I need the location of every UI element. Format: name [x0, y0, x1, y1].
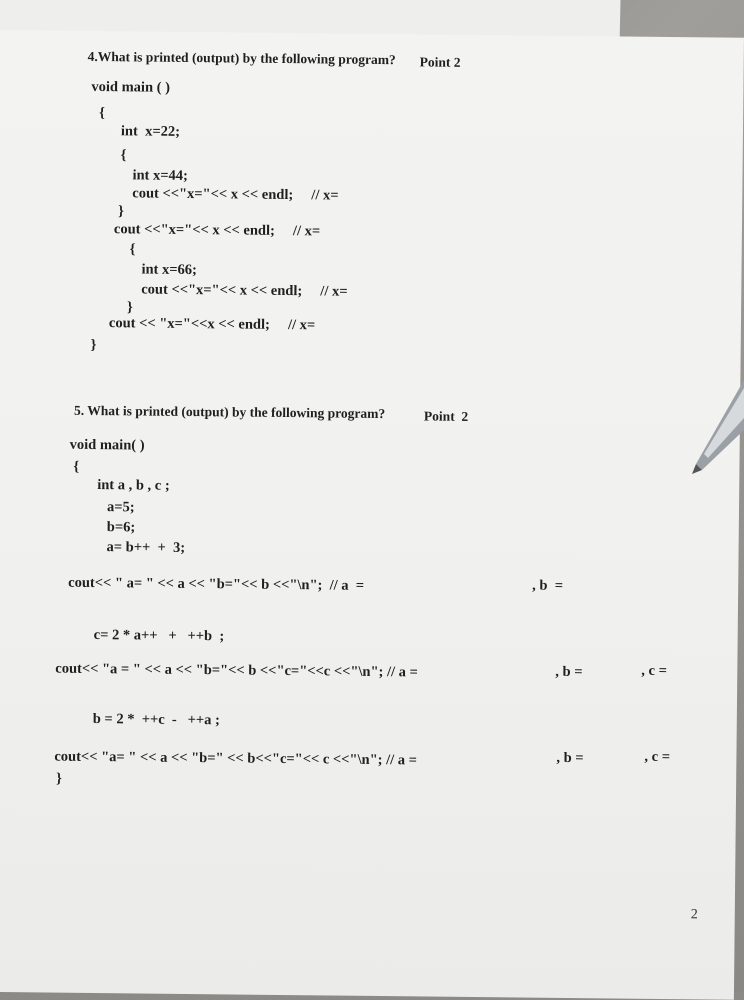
q5-code-line: b = 2 * ++c - ++a ;: [92, 711, 220, 729]
q5-answer-blank: , b =: [555, 663, 583, 681]
q5-code-line: void main( ): [69, 436, 145, 454]
page-number: 2: [690, 907, 698, 923]
q5-code-line: cout<< " a= " << a << "b="<< b <<"\n"; // a =: [68, 574, 365, 594]
q5-question: 5. What is printed (output) by the following program?: [73, 402, 386, 422]
q4-code-line: cout <<"x="<< x << endl; // x=: [113, 221, 321, 240]
q4-code-line: cout <<"x="<< x << endl; // x=: [141, 281, 348, 300]
pen-icon: [684, 360, 744, 480]
q4-code-line: int x=66;: [141, 261, 197, 279]
q5-answer-blank: , c =: [644, 748, 671, 766]
q4-code-line: {: [129, 241, 136, 258]
q4-code-line: cout <<"x="<< x << endl; // x=: [132, 185, 339, 204]
q4-code-line: }: [90, 336, 97, 354]
q5-code-line: a= b++ + 3;: [106, 539, 186, 556]
exam-page: [0, 30, 744, 1000]
q5-answer-blank: , c =: [641, 662, 667, 680]
q4-code-line: void main ( ): [91, 78, 171, 96]
q5-points: Point 2: [423, 408, 469, 424]
q4-code-line: cout << "x="<<x << endl; // x=: [108, 315, 316, 334]
q5-code-line: cout<< "a = " << a << "b="<< b <<"c="<<c <<"\n"; // a =: [55, 660, 418, 681]
q5-code-line: int a , b , c ;: [97, 477, 170, 494]
q5-code-line: c= 2 * a++ + ++b ;: [93, 627, 225, 645]
q5-code-line: b=6;: [106, 519, 136, 536]
q4-code-line: }: [118, 203, 124, 220]
q4-code-line: {: [120, 147, 127, 164]
q4-code-line: {: [99, 105, 105, 122]
q4-question: 4.What is printed (output) by the following program?: [87, 48, 396, 68]
q5-code-line: cout<< "a= " << a << "b=" << b<<"c="<< c <<"\n"; // a =: [54, 748, 418, 769]
q5-answer-blank: , b =: [532, 577, 564, 594]
q4-points: Point 2: [419, 54, 461, 70]
q5-code-line: }: [56, 770, 62, 787]
q5-code-line: a=5;: [106, 499, 135, 516]
q4-code-line: }: [127, 299, 133, 316]
q4-code-line: int x=22;: [120, 123, 181, 140]
q4-code-line: int x=44;: [132, 167, 188, 184]
q5-answer-blank: , b =: [556, 749, 584, 767]
q5-code-line: {: [73, 458, 80, 475]
